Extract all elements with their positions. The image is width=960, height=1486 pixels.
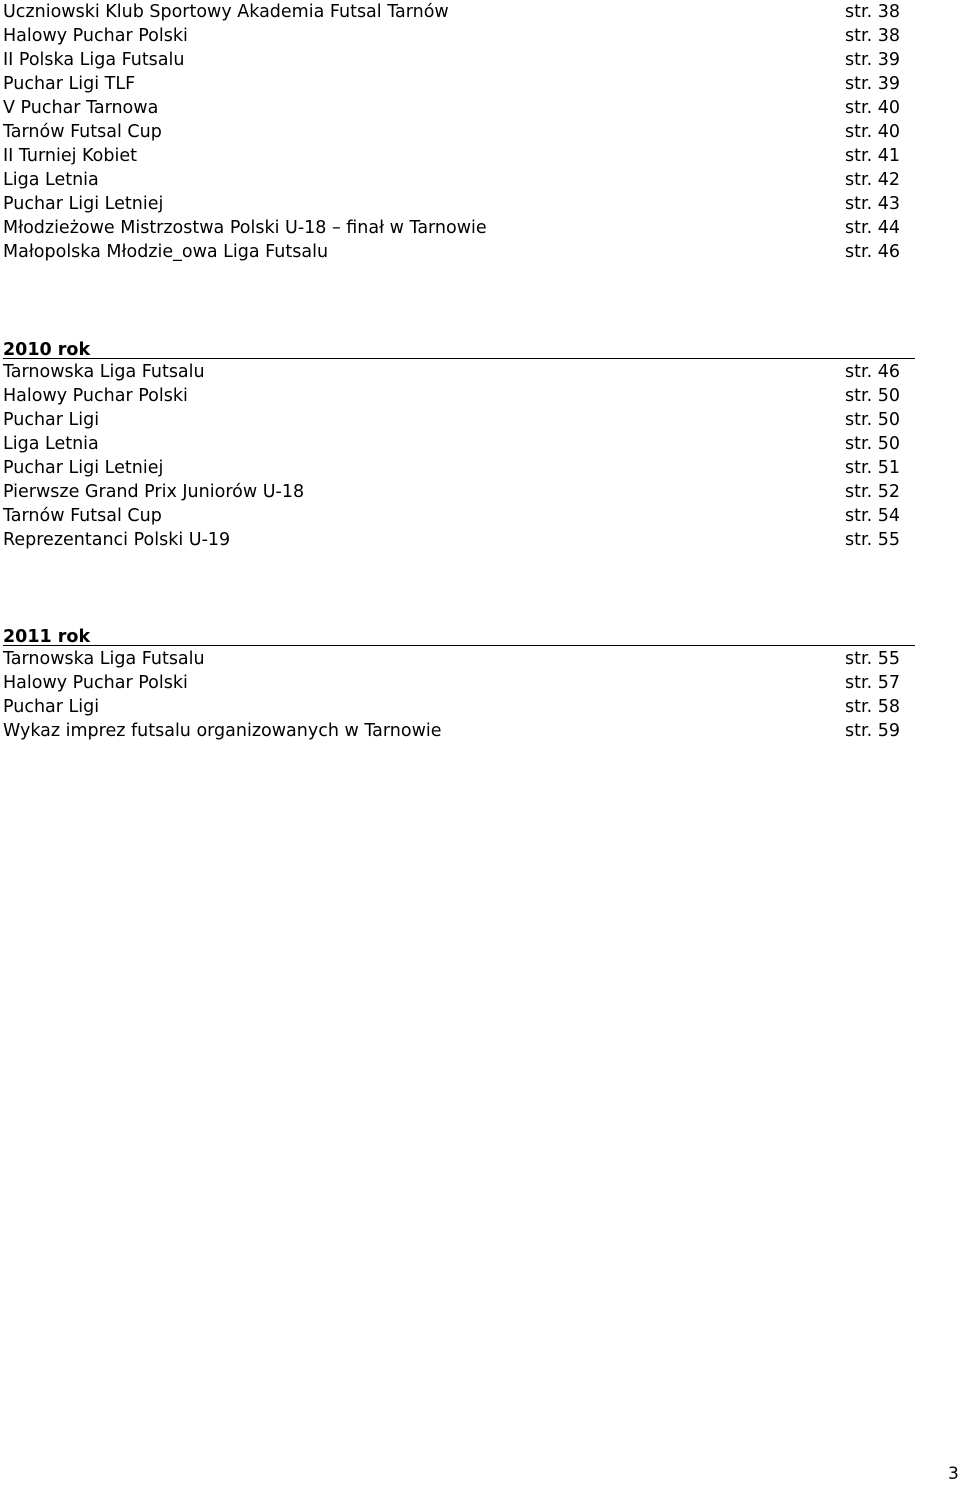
toc-entry [3, 432, 915, 456]
toc-entry-page: str. 58 [845, 697, 900, 717]
toc-entry [3, 240, 915, 264]
toc-entry-page: str. 55 [845, 649, 900, 669]
toc-section-2011 [3, 621, 915, 743]
toc-entry-title: Młodzieżowe Mistrzostwa Polski U-18 – finał w Tarnowie [3, 218, 487, 238]
toc-entry [3, 384, 915, 408]
toc-entry [3, 24, 915, 48]
toc-entry-page: str. 59 [845, 721, 900, 741]
toc-entry [3, 480, 915, 504]
page-number: 3 [948, 1464, 959, 1484]
toc-entry [3, 48, 915, 72]
toc-entry-title: Halowy Puchar Polski [3, 26, 188, 46]
toc-entry [3, 408, 915, 432]
toc-entry-title: Reprezentanci Polski U-19 [3, 530, 231, 550]
toc-entry-page: str. 40 [845, 98, 900, 118]
toc-entry-page: str. 51 [845, 458, 900, 478]
toc-entry-page: str. 38 [845, 2, 900, 22]
toc-entry-title: Liga Letnia [3, 434, 99, 454]
toc-entry [3, 72, 915, 96]
toc-entry-title: Puchar Ligi Letniej [3, 458, 164, 478]
toc-entry-page: str. 50 [845, 386, 900, 406]
toc-entry [3, 192, 915, 216]
toc-entry-title: Puchar Ligi Letniej [3, 194, 164, 214]
toc-section-2010 [3, 334, 915, 552]
toc-entry-page: str. 55 [845, 530, 900, 550]
toc-entry-page: str. 57 [845, 673, 900, 693]
toc-entry-title: Halowy Puchar Polski [3, 386, 188, 406]
toc-entry-page: str. 46 [845, 362, 900, 382]
section-heading-text: 2011 rok [3, 627, 91, 647]
toc-entry-page: str. 39 [845, 50, 900, 70]
toc-entry [3, 504, 915, 528]
toc-entry-title: Tarnowska Liga Futsalu [3, 649, 205, 669]
toc-entry-page: str. 42 [845, 170, 900, 190]
toc-entry-title: Wykaz imprez futsalu organizowanych w Tarnowie [3, 721, 442, 741]
toc-entry [3, 528, 915, 552]
toc-entry-page: str. 54 [845, 506, 900, 526]
toc-entry-title: Puchar Ligi [3, 697, 100, 717]
section-heading [3, 334, 915, 359]
toc-entry [3, 695, 915, 719]
toc-entry-page: str. 43 [845, 194, 900, 214]
toc-entry [3, 456, 915, 480]
toc-entry-title: Tarnów Futsal Cup [3, 506, 162, 526]
toc-entry [3, 719, 915, 743]
toc-section-continued [3, 0, 915, 264]
toc-entry-page: str. 52 [845, 482, 900, 502]
toc-entry-title: Tarnowska Liga Futsalu [3, 362, 205, 382]
toc-entry [3, 0, 915, 24]
toc-entry [3, 168, 915, 192]
toc-entry-title: Halowy Puchar Polski [3, 673, 188, 693]
toc-entry [3, 96, 915, 120]
toc-entry-title: Małopolska Młodzie_owa Liga Futsalu [3, 242, 329, 262]
toc-entry-title: Liga Letnia [3, 170, 99, 190]
toc-entry-title: Puchar Ligi TLF [3, 74, 136, 94]
section-heading-text: 2010 rok [3, 340, 91, 360]
toc-entry-title: V Puchar Tarnowa [3, 98, 159, 118]
section-heading [3, 621, 915, 646]
toc-entry [3, 647, 915, 671]
toc-entry-page: str. 38 [845, 26, 900, 46]
toc-entry-page: str. 40 [845, 122, 900, 142]
toc-entry [3, 360, 915, 384]
toc-entry-title: Tarnów Futsal Cup [3, 122, 162, 142]
toc-entry [3, 216, 915, 240]
toc-entry [3, 671, 915, 695]
toc-entry-page: str. 41 [845, 146, 900, 166]
toc-entry-page: str. 50 [845, 434, 900, 454]
toc-entry-page: str. 50 [845, 410, 900, 430]
toc-entry [3, 144, 915, 168]
toc-entry-title: Pierwsze Grand Prix Juniorów U-18 [3, 482, 305, 502]
toc-entry-page: str. 44 [845, 218, 900, 238]
toc-entry-page: str. 46 [845, 242, 900, 262]
toc-entry-title: II Turniej Kobiet [3, 146, 137, 166]
toc-entry-title: II Polska Liga Futsalu [3, 50, 185, 70]
toc-entry [3, 120, 915, 144]
toc-entry-title: Puchar Ligi [3, 410, 100, 430]
toc-entry-title: Uczniowski Klub Sportowy Akademia Futsal Tarnów [3, 2, 449, 22]
toc-entry-page: str. 39 [845, 74, 900, 94]
